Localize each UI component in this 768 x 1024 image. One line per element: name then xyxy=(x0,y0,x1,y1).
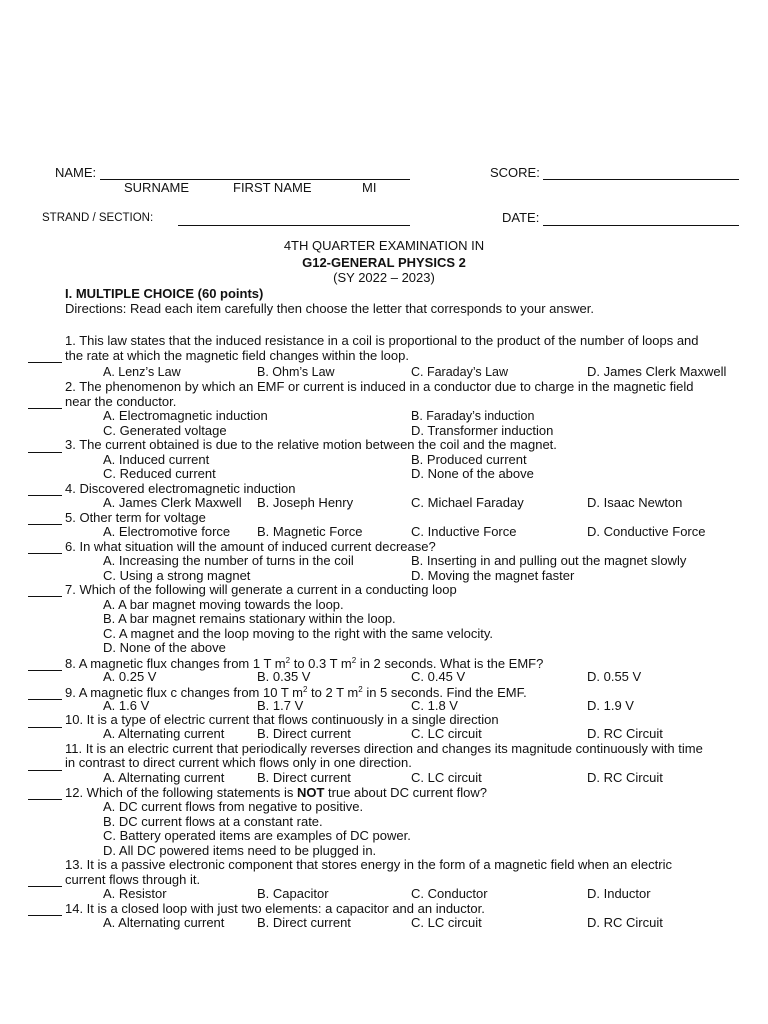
question-9-text: 9. A magnetic flux c changes from 10 T $m^2$ to 2 T $m^2$ in 5 seconds. Find the EMF. xyxy=(65,685,527,700)
q3-option-d: D. None of the above xyxy=(411,466,534,481)
answer-blank-3[interactable] xyxy=(28,452,62,453)
q5-option-b: B. Magnetic Force xyxy=(257,524,363,539)
answer-blank-1[interactable] xyxy=(28,362,62,363)
q3-option-c: C. Reduced current xyxy=(103,466,216,481)
question-5-text: 5. Other term for voltage xyxy=(65,510,206,525)
q13-option-b: B. Capacitor xyxy=(257,886,329,901)
question-8-text: 8. A magnetic flux changes from 1 T $m^2$ to 0.3 T $m^2$ in 2 seconds. What is the EMF? xyxy=(65,656,544,671)
q6-option-c: C. Using a strong magnet xyxy=(103,568,251,583)
q8-option-d: D. 0.55 V xyxy=(587,669,642,684)
q8-option-b: B. 0.35 V xyxy=(257,669,311,684)
q11-option-b: B. Direct current xyxy=(257,770,351,785)
answer-blank-8[interactable] xyxy=(28,670,62,671)
q14-option-a: A. Alternating current xyxy=(103,915,225,930)
answer-blank-11[interactable] xyxy=(28,770,62,771)
q2-option-a: A. Electromagnetic induction xyxy=(103,408,268,423)
q6-option-b: B. Inserting in and pulling out the magnet slowly xyxy=(411,553,687,568)
question-11-text-cont: in contrast to direct current which flows only in one direction. xyxy=(65,755,412,770)
strand-section-field[interactable] xyxy=(178,225,410,226)
question-3-text: 3. The current obtained is due to the relative motion between the coil and the magnet. xyxy=(65,437,557,452)
answer-blank-14[interactable] xyxy=(28,915,62,916)
q3-option-a: A. Induced current xyxy=(103,452,210,467)
score-field[interactable] xyxy=(543,179,739,180)
q2-option-d: D. Transformer induction xyxy=(411,423,554,438)
q9-option-b: B. 1.7 V xyxy=(257,698,304,713)
q7-option-a: A. A bar magnet moving towards the loop. xyxy=(103,597,344,612)
score-label: SCORE: xyxy=(490,165,540,180)
q9-option-c: C. 1.8 V xyxy=(411,698,458,713)
q1-option-a: A. Lenz’s Law xyxy=(103,365,181,379)
question-1-text: 1. This law states that the induced resistance in a coil is proportional to the product of the number of loops and xyxy=(65,333,699,348)
question-11-text: 11. It is an electric current that periodically reverses direction and changes its magnitude continuously with time xyxy=(65,741,703,756)
q4-option-b: B. Joseph Henry xyxy=(257,495,354,510)
q10-option-a: A. Alternating current xyxy=(103,726,225,741)
q8-option-c: C. 0.45 V xyxy=(411,669,466,684)
q10-option-c: C. LC circuit xyxy=(411,726,482,741)
question-14-text: 14. It is a closed loop with just two elements: a capacitor and an inductor. xyxy=(65,901,485,916)
q10-option-b: B. Direct current xyxy=(257,726,351,741)
q7-option-d: D. None of the above xyxy=(103,640,226,655)
q2-option-c: C. Generated voltage xyxy=(103,423,227,438)
q13-option-d: D. Inductor xyxy=(587,886,651,901)
question-10-text: 10. It is a type of electric current that flows continuously in a single direction xyxy=(65,712,499,727)
question-4-text: 4. Discovered electromagnetic induction xyxy=(65,481,296,496)
q1-option-c: C. Faraday’s Law xyxy=(411,365,509,379)
q5-option-d: D. Conductive Force xyxy=(587,524,706,539)
date-field[interactable] xyxy=(543,225,739,226)
question-2-text-cont: near the conductor. xyxy=(65,394,177,409)
directions: Directions: Read each item carefully then choose the letter that corresponds to your answer. xyxy=(65,301,594,316)
answer-blank-2[interactable] xyxy=(28,408,62,409)
q7-option-b: B. A bar magnet remains stationary within the loop. xyxy=(103,611,396,626)
answer-blank-13[interactable] xyxy=(28,886,62,887)
strand-section-label: STRAND / SECTION: xyxy=(42,212,154,224)
school-year: (SY 2022 – 2023) xyxy=(333,270,435,285)
question-2-text: 2. The phenomenon by which an EMF or current is induced in a conductor due to charge in the magnetic field xyxy=(65,379,694,394)
answer-blank-5[interactable] xyxy=(28,524,62,525)
q13-option-c: C. Conductor xyxy=(411,886,488,901)
q12-option-b: B. DC current flows at a constant rate. xyxy=(103,814,323,829)
question-6-text: 6. In what situation will the amount of induced current decrease? xyxy=(65,539,436,554)
q3-option-b: B. Produced current xyxy=(411,452,527,467)
first-name-label: FIRST NAME xyxy=(233,180,312,195)
q7-option-c: C. A magnet and the loop moving to the right with the same velocity. xyxy=(103,626,493,641)
q12-option-a: A. DC current flows from negative to positive. xyxy=(103,799,364,814)
exam-title: 4TH QUARTER EXAMINATION IN xyxy=(283,238,485,253)
question-1-text-cont: the rate at which the magnetic field changes within the loop. xyxy=(65,348,409,363)
answer-blank-12[interactable] xyxy=(28,799,62,800)
q5-option-a: A. Electromotive force xyxy=(103,524,231,539)
q14-option-d: D. RC Circuit xyxy=(587,915,663,930)
section-heading: I. MULTIPLE CHOICE (60 points) xyxy=(65,286,264,301)
q11-option-d: D. RC Circuit xyxy=(587,770,663,785)
q11-option-c: C. LC circuit xyxy=(411,770,482,785)
q13-option-a: A. Resistor xyxy=(103,886,167,901)
q6-option-a: A. Increasing the number of turns in the coil xyxy=(103,553,354,568)
q14-option-b: B. Direct current xyxy=(257,915,351,930)
answer-blank-10[interactable] xyxy=(28,727,62,728)
q9-option-a: A. 1.6 V xyxy=(103,698,150,713)
exam-subject: G12-GENERAL PHYSICS 2 xyxy=(302,255,466,270)
q1-option-b: B. Ohm’s Law xyxy=(257,365,335,379)
q10-option-d: D. RC Circuit xyxy=(587,726,663,741)
question-7-text: 7. Which of the following will generate a current in a conducting loop xyxy=(65,582,457,597)
q2-option-b: B. Faraday’s induction xyxy=(411,409,535,423)
q11-option-a: A. Alternating current xyxy=(103,770,225,785)
q4-option-a: A. James Clerk Maxwell xyxy=(103,495,242,510)
answer-blank-7[interactable] xyxy=(28,596,62,597)
q9-option-d: D. 1.9 V xyxy=(587,698,634,713)
q12-option-d: D. All DC powered items need to be plugged in. xyxy=(103,843,377,858)
q12-option-c: C. Battery operated items are examples of DC power. xyxy=(103,828,411,843)
surname-label: SURNAME xyxy=(124,180,190,195)
q14-option-c: C. LC circuit xyxy=(411,915,482,930)
q8-option-a: A. 0.25 V xyxy=(103,669,157,684)
q6-option-d: D. Moving the magnet faster xyxy=(411,568,575,583)
question-13-text-cont: current flows through it. xyxy=(65,872,201,887)
q5-option-c: C. Inductive Force xyxy=(411,524,517,539)
answer-blank-9[interactable] xyxy=(28,699,62,700)
q1-option-d: D. James Clerk Maxwell xyxy=(587,364,727,379)
q4-option-d: D. Isaac Newton xyxy=(587,495,683,510)
question-12-text: 12. Which of the following statements is NOT true about DC current flow? xyxy=(65,785,487,800)
mi-label: MI xyxy=(362,180,377,195)
date-label: DATE: xyxy=(502,210,540,225)
question-13-text: 13. It is a passive electronic component that stores energy in the form of a magnetic field when an electric xyxy=(65,857,672,872)
name-label: NAME: xyxy=(55,165,97,180)
answer-blank-4[interactable] xyxy=(28,495,62,496)
q4-option-c: C. Michael Faraday xyxy=(411,495,524,510)
answer-blank-6[interactable] xyxy=(28,553,62,554)
